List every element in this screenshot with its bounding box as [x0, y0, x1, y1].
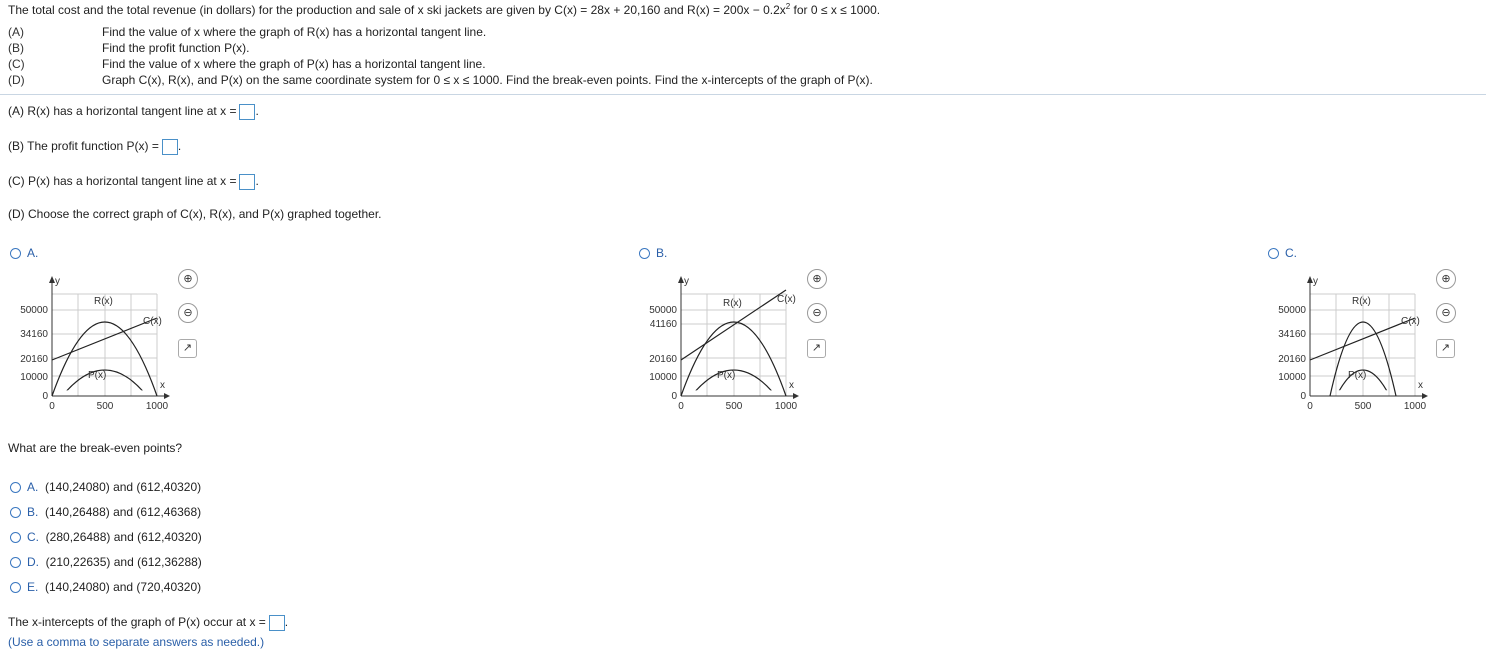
graph-a: [12, 272, 172, 417]
svg-text:1000: 1000: [145, 401, 169, 412]
question-d: (D) Choose the correct graph of C(x), R(x), and P(x) graphed together.: [8, 207, 382, 221]
svg-text:10000: 10000: [1278, 372, 1306, 383]
svg-text:R(x): R(x): [1352, 296, 1371, 307]
part-d: (D) Graph C(x), R(x), and P(x) on the same coordinate system for 0 ≤ x ≤ 1000. Find the break-even points. Find the x-intercepts of the graph of P(x).: [8, 73, 873, 87]
svg-text:34160: 34160: [1278, 329, 1306, 340]
intercepts-question: The x-intercepts of the graph of P(x) occur at x = .: [8, 615, 289, 630]
popout-icon[interactable]: ↗: [178, 339, 197, 358]
zoom-in-icon[interactable]: ⊕: [1436, 269, 1456, 289]
radio-graph-c[interactable]: [1268, 248, 1279, 259]
svg-text:1000: 1000: [774, 401, 798, 412]
part-c: (C) Find the value of x where the graph of P(x) has a horizontal tangent line.: [8, 57, 486, 71]
breakeven-question: What are the break-even points?: [8, 441, 183, 455]
radio-breakeven-c[interactable]: [10, 532, 21, 543]
svg-text:0: 0: [1307, 401, 1313, 412]
popout-icon[interactable]: ↗: [807, 339, 826, 358]
graph-option-c[interactable]: C.: [1268, 246, 1297, 260]
svg-text:50000: 50000: [1278, 305, 1306, 316]
svg-text:0: 0: [1300, 391, 1306, 402]
graph-c: [1270, 272, 1430, 417]
svg-text:C(x): C(x): [143, 316, 162, 327]
svg-text:y: y: [55, 276, 60, 287]
popout-icon[interactable]: ↗: [1436, 339, 1455, 358]
svg-text:500: 500: [96, 401, 114, 412]
svg-text:10000: 10000: [649, 372, 677, 383]
radio-graph-a[interactable]: [10, 248, 21, 259]
radio-breakeven-a[interactable]: [10, 482, 21, 493]
radio-graph-b[interactable]: [639, 248, 650, 259]
radio-breakeven-d[interactable]: [10, 557, 21, 568]
zoom-out-icon[interactable]: ⊖: [1436, 303, 1456, 323]
answer-box-a[interactable]: [239, 104, 255, 120]
svg-text:500: 500: [725, 401, 743, 412]
breakeven-option-a[interactable]: A. (140,24080) and (612,40320): [10, 480, 201, 494]
svg-text:0: 0: [678, 401, 684, 412]
zoom-out-icon[interactable]: ⊖: [178, 303, 198, 323]
svg-text:20160: 20160: [20, 354, 48, 365]
answer-box-b[interactable]: [162, 139, 178, 155]
part-b: (B) Find the profit function P(x).: [8, 41, 250, 55]
svg-text:0: 0: [49, 401, 55, 412]
parts-list: [8, 24, 873, 88]
radio-breakeven-b[interactable]: [10, 507, 21, 518]
svg-text:x: x: [789, 380, 794, 391]
answer-box-intercepts[interactable]: [269, 615, 285, 631]
svg-text:20160: 20160: [649, 354, 677, 365]
zoom-out-icon[interactable]: ⊖: [807, 303, 827, 323]
svg-text:C(x): C(x): [777, 294, 796, 305]
svg-text:y: y: [684, 276, 689, 287]
zoom-in-icon[interactable]: ⊕: [178, 269, 198, 289]
svg-text:x: x: [1418, 380, 1423, 391]
divider: [0, 94, 1486, 95]
svg-text:y: y: [1313, 276, 1318, 287]
svg-text:C(x): C(x): [1401, 316, 1420, 327]
svg-text:0: 0: [42, 391, 48, 402]
question-b: (B) The profit function P(x) = .: [8, 139, 182, 154]
svg-text:10000: 10000: [20, 372, 48, 383]
breakeven-option-e[interactable]: E. (140,24080) and (720,40320): [10, 580, 201, 594]
question-a: (A) R(x) has a horizontal tangent line at x = .: [8, 104, 259, 119]
svg-text:34160: 34160: [20, 329, 48, 340]
svg-text:R(x): R(x): [723, 298, 742, 309]
svg-text:x: x: [160, 380, 165, 391]
breakeven-option-c[interactable]: C. (280,26488) and (612,40320): [10, 530, 202, 544]
zoom-in-icon[interactable]: ⊕: [807, 269, 827, 289]
svg-text:R(x): R(x): [94, 296, 113, 307]
answer-box-c[interactable]: [239, 174, 255, 190]
intercepts-note: (Use a comma to separate answers as needed.): [8, 635, 265, 649]
question-c: (C) P(x) has a horizontal tangent line at x = .: [8, 174, 259, 189]
graph-b: [641, 272, 801, 417]
svg-text:20160: 20160: [1278, 354, 1306, 365]
svg-text:50000: 50000: [649, 305, 677, 316]
svg-text:500: 500: [1354, 401, 1372, 412]
breakeven-option-d[interactable]: D. (210,22635) and (612,36288): [10, 555, 202, 569]
svg-text:50000: 50000: [20, 305, 48, 316]
svg-text:P(x): P(x): [717, 370, 736, 381]
svg-text:0: 0: [671, 391, 677, 402]
breakeven-option-b[interactable]: B. (140,26488) and (612,46368): [10, 505, 201, 519]
svg-text:P(x): P(x): [88, 370, 107, 381]
radio-breakeven-e[interactable]: [10, 582, 21, 593]
svg-text:41160: 41160: [649, 319, 677, 330]
part-a: (A) Find the value of x where the graph of R(x) has a horizontal tangent line.: [8, 25, 487, 39]
svg-text:1000: 1000: [1403, 401, 1427, 412]
graph-option-a[interactable]: A.: [10, 246, 38, 260]
problem-statement: The total cost and the total revenue (in dollars) for the production and sale of x ski jackets are given by C(x) = 28x + 20,160 and $R(x) = 200x - 0.2x^2$ for 0 ≤ x ≤ 1000.: [8, 2, 881, 17]
graph-option-b[interactable]: B.: [639, 246, 667, 260]
svg-text:P(x): P(x): [1348, 370, 1367, 381]
